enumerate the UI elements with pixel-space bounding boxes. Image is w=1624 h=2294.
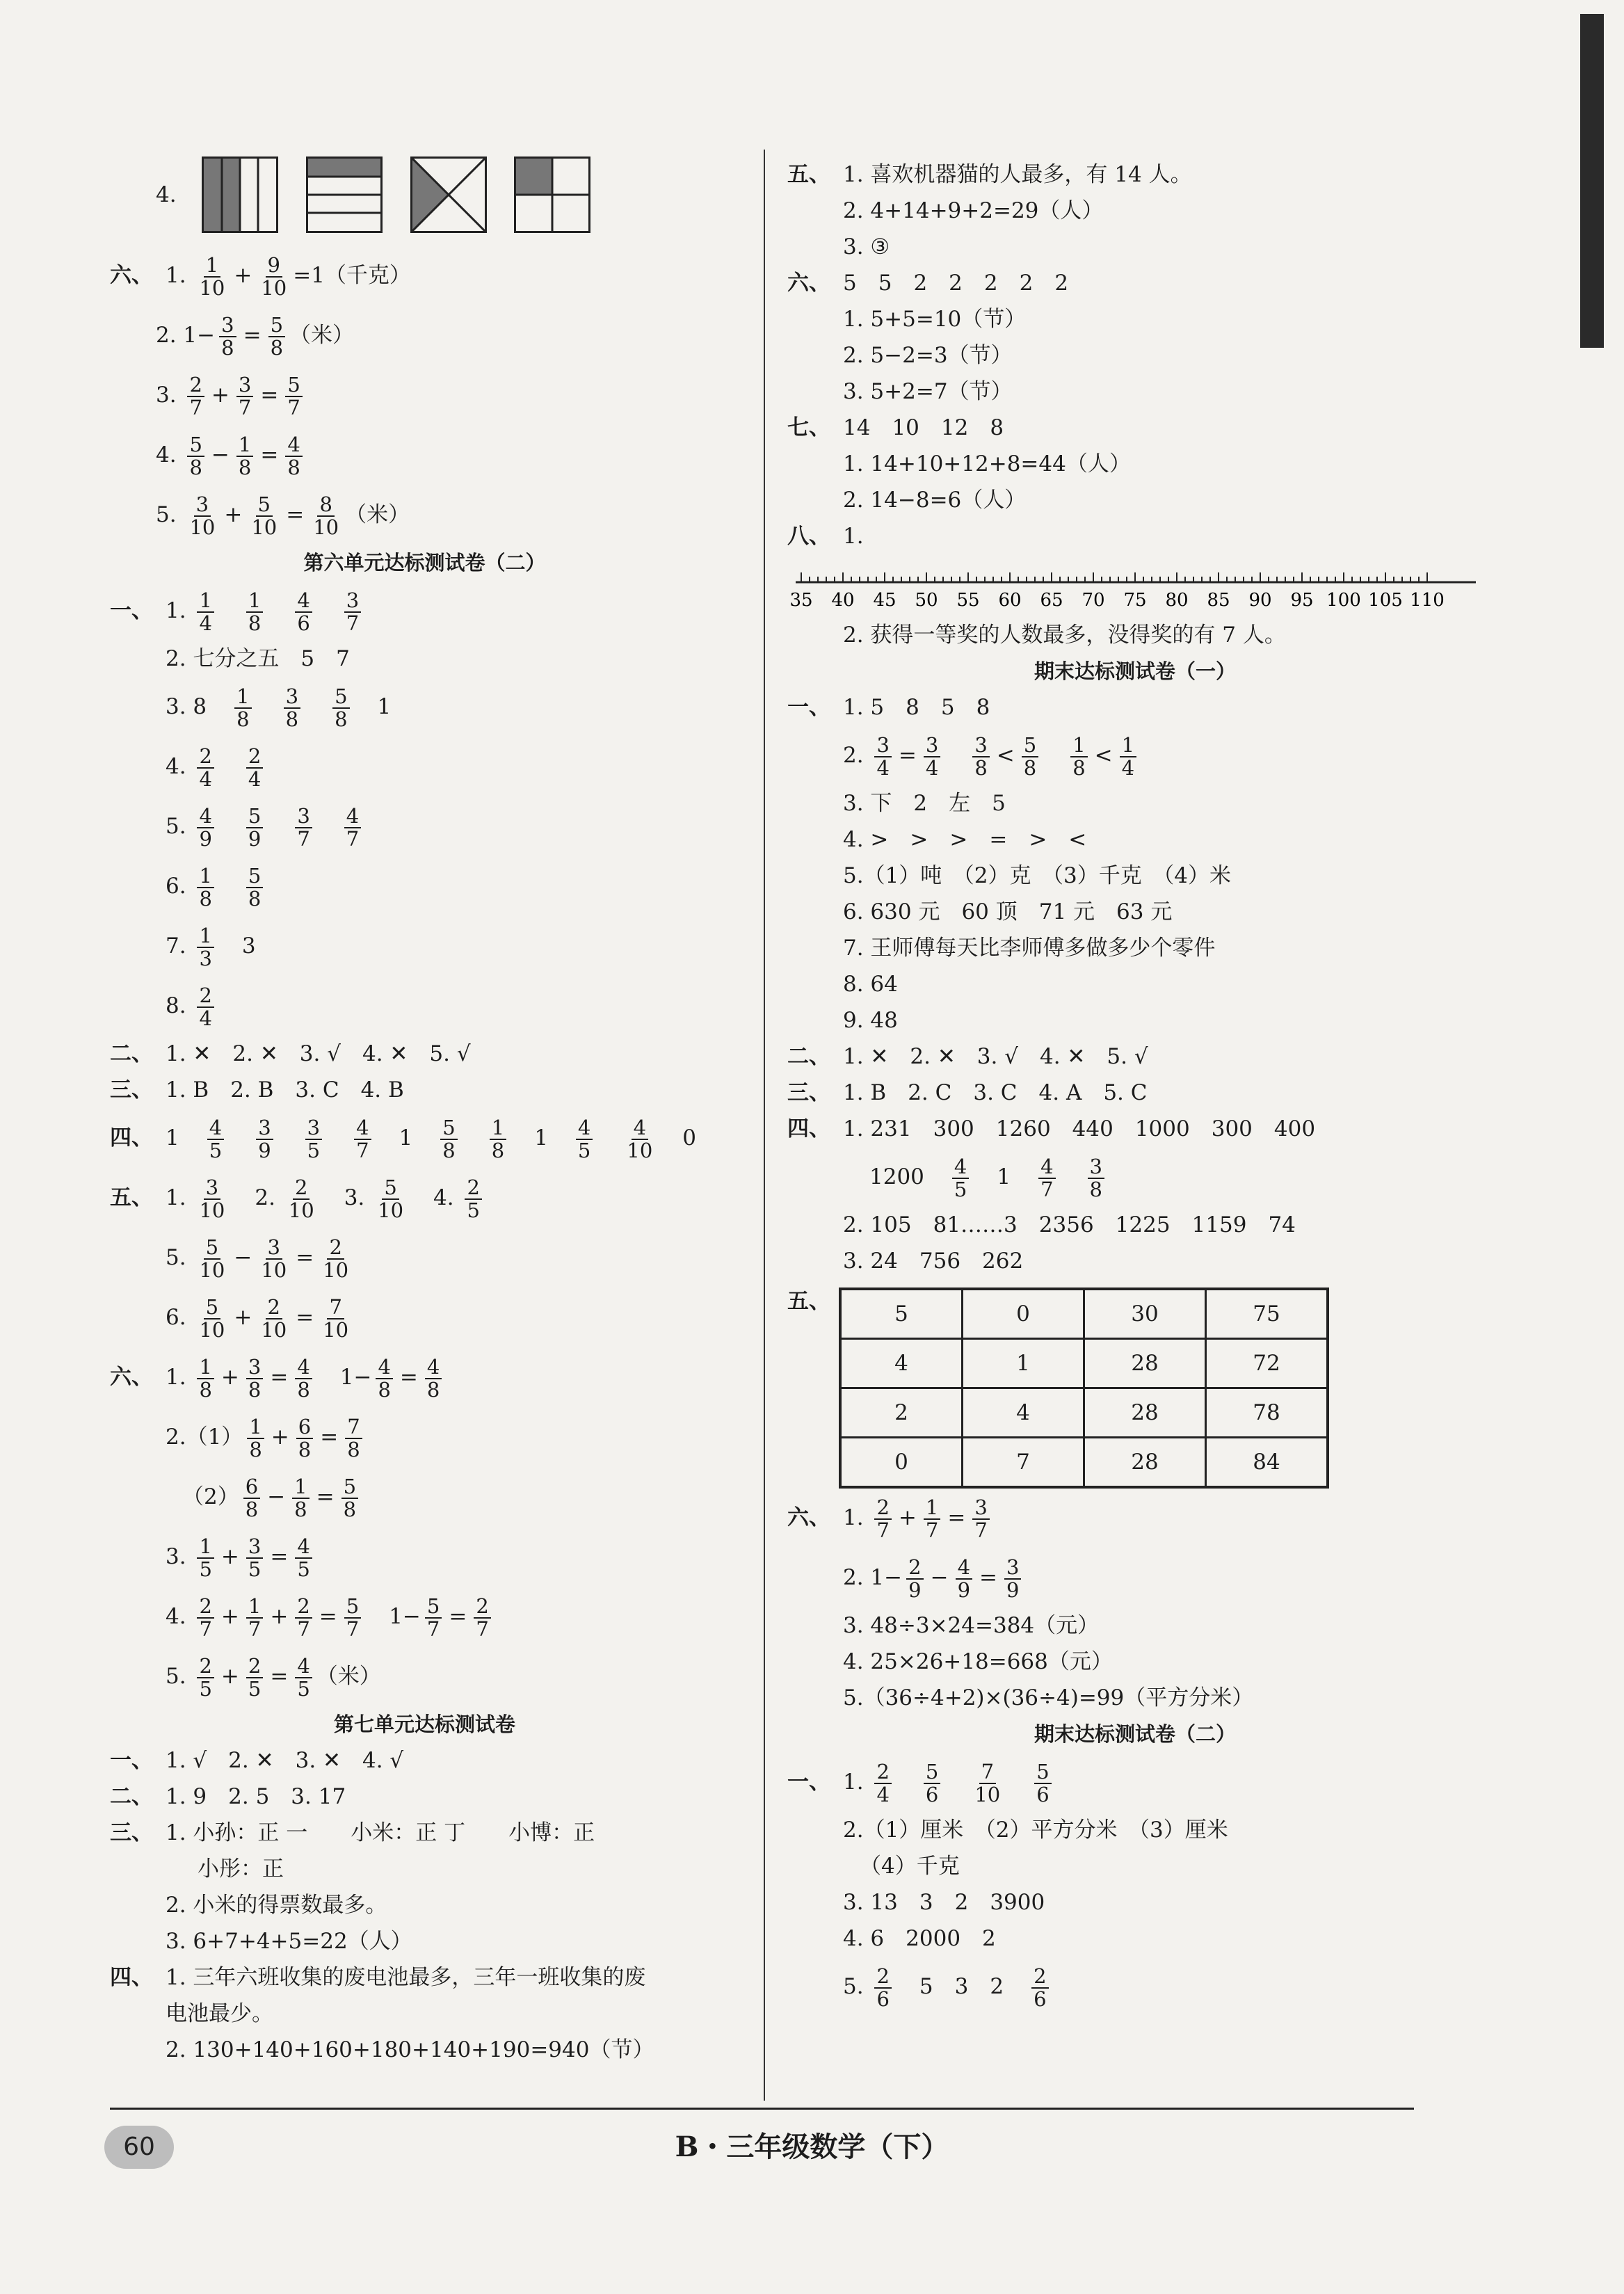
ans-x6-2: 2. 1− $\frac{2}{9}$ − $\frac{4}{9}$ = $\frac{3}{9}$ [787,1548,1483,1607]
ans-v4-1b: 电池最少。 [166,2001,273,2026]
number-line-label: 55 [956,590,980,611]
ans-x6-5: 5.（36÷4+2)×(36÷4)=99（平方分米） [843,1685,1254,1710]
ans-u6-2b: （2） $\frac{6}{8}$ − $\frac{1}{8}$ = $\frac{5}{8}$ [110,1467,739,1527]
table-row [840,1388,1328,1438]
section-title-final-1: 期末达标测试卷（一） [1034,659,1236,683]
table-cell: 72 [1206,1339,1328,1388]
ans-L6-1: 六、 1. $\frac{1}{10}$ + $\frac{9}{10}$ =1（千克） [110,253,411,300]
ans-u1-1: 一、 1. $\frac{1}{4}$ $\frac{1}{8}$ $\frac{4}{6}$ $\frac{3}{7}$ [110,581,739,641]
ans-w6-0: 六、 5 5 2 2 2 2 2 [787,271,1069,296]
fraction-figure-4 [514,157,590,233]
ans-w5-2: 2. 4+14+9+2=29（人） [843,198,1104,223]
column-divider [764,150,765,2101]
number-line-label: 40 [831,590,855,611]
ans-L6-3: 3. $\frac{2}{7}$ + $\frac{3}{7}$ = $\frac{5}{7}$ [110,365,739,425]
ans-x4-3: 3. 24 756 262 [843,1249,1024,1274]
ans-v3-3: 3. 6+7+4+5=22（人） [166,1929,412,1954]
table-row [840,1289,1328,1339]
ans-x6-1: 六、 1. $\frac{2}{7}$ + $\frac{1}{7}$ = $\frac{3}{7}$ [787,1488,1483,1548]
ans-x4-2: 2. 105 81……3 2356 1225 1159 74 [843,1212,1296,1237]
number-line-label: 35 [789,590,813,611]
fraction-figure-1 [202,157,278,233]
ans-u1-8: 8. $\frac{2}{4}$ [110,976,739,1036]
ans-y1-4: 4. 6 2000 2 [843,1926,996,1951]
number-line-label: 65 [1040,590,1063,611]
ans-w6-3: 3. 5+2=7（节） [843,379,1013,404]
table-cell: 78 [1206,1388,1328,1438]
ans-u5-5: 5. $\frac{5}{10}$ − $\frac{3}{10}$ = $\frac{2}{10}$ [166,1235,349,1282]
ans-u2: 二、 1. ✕ 2. ✕ 3. √ 4. ✕ 5. √ [110,1041,471,1066]
ans-x6-4: 4. 25×26+18=668（元） [843,1649,1113,1674]
ans-x4-1: 四、 1. 231 300 1260 440 1000 300 400 [787,1116,1316,1141]
table-cell: 7 [963,1438,1084,1488]
number-line-label: 90 [1248,590,1272,611]
ans-w8-1: 八、 1. [787,524,864,549]
number-line-plot [787,554,1483,617]
number-line-label: 70 [1082,590,1105,611]
ans-x4-1b: 1200 $\frac{4}{5}$ 1 $\frac{4}{7}$ $\frac{3}{8}$ [787,1147,1483,1207]
section-title-unit7: 第七单元达标测试卷 [333,1713,515,1736]
ans-w6-1: 1. 5+5=10（节） [843,307,1027,332]
table-cell: 1 [963,1339,1084,1388]
ans-u6-3: 3. $\frac{1}{5}$ + $\frac{3}{5}$ = $\frac{4}{5}$ [110,1527,739,1587]
number-line-label: 110 [1410,590,1445,611]
ans-x1-6: 6. 630 元 60 顶 71 元 63 元 [843,899,1173,924]
ans-u1-7: 7. $\frac{1}{3}$ 3 [166,924,256,970]
ans-u1-3: 3. 8 $\frac{1}{8}$ $\frac{3}{8}$ $\frac{5}{8}$ 1 [166,684,392,731]
table-cell: 30 [1084,1289,1206,1339]
ans-x1-8: 8. 64 [843,972,898,997]
ans-u6-5: 5. $\frac{2}{5}$ + $\frac{2}{5}$ = $\frac{4}{5}$ （米） [166,1654,381,1701]
ans-x1-3: 3. 下 2 左 5 [843,791,1006,816]
table-cell: 28 [1084,1438,1206,1488]
left-column [110,157,739,2068]
number-line-label: 80 [1165,590,1189,611]
right-column [787,157,1483,2016]
ans-x2: 二、 1. ✕ 2. ✕ 3. √ 4. ✕ 5. √ [787,1044,1148,1069]
ans-y1-1: 一、 1. $\frac{2}{4}$ $\frac{5}{6}$ $\frac{7}{10}$ $\frac{5}{6}$ [787,1752,1483,1812]
ans-w7-2: 2. 14−8=6（人） [843,488,1027,513]
section-title-unit6-2: 第六单元达标测试卷（二） [303,551,546,575]
number-line-label: 85 [1207,590,1230,611]
figure-row: 4. [110,157,739,246]
ans-L6-2: 2. 1− $\frac{3}{8}$ = $\frac{5}{8}$ （米） [156,313,355,360]
table-row [840,1438,1328,1488]
ans-v1: 一、 1. √ 2. ✕ 3. ✕ 4. √ [110,1748,404,1773]
ans-x5: 五、 5 0 30 75 4 1 28 72 2 4 28 78 0 7 28 84 [787,1279,1483,1488]
table-cell: 0 [963,1289,1084,1339]
table-cell: 4 [840,1339,963,1388]
ans-x1-4: 4. > > > = > < [843,827,1087,852]
ans-y1-2b: （4）千克 [860,1854,960,1879]
ans-u1-2: 2. 七分之五 5 7 [166,646,350,671]
table-cell: 4 [963,1388,1084,1438]
number-line-label: 100 [1326,590,1361,611]
footer-rule [110,2108,1414,2110]
ans-u6-2a: 2.（1） $\frac{1}{8}$ + $\frac{6}{8}$ = $\frac{7}{8}$ [110,1407,739,1467]
ans-x1-7: 7. 王师傅每天比李师傅多做多少个零件 [843,936,1216,961]
ans-v2: 二、 1. 9 2. 5 3. 17 [110,1784,346,1809]
number-line-label: 60 [998,590,1022,611]
ans-w5-1: 五、 1. 喜欢机器猫的人最多，有 14 人。 [787,162,1192,187]
ans-u1-4: 4. $\frac{2}{4}$ $\frac{2}{4}$ [110,737,739,796]
ans-w6-2: 2. 5−2=3（节） [843,343,1013,368]
section-title-final-2: 期末达标测试卷（二） [1034,1722,1236,1746]
table-cell: 84 [1206,1438,1328,1488]
binding-edge [1580,14,1604,348]
table-cell: 75 [1206,1289,1328,1339]
ans-w8-2: 2. 获得一等奖的人数最多，没得奖的有 7 人。 [843,623,1286,648]
number-line-label: 75 [1123,590,1147,611]
number-line-label: 45 [873,590,897,611]
ans-x6-3: 3. 48÷3×24=384（元） [843,1613,1100,1638]
ans-v3-1b: 小彤：正 [198,1856,284,1882]
ans-u6-1: 六、 1. $\frac{1}{8}$ + $\frac{3}{8}$ = $\frac{4}{8}$ 1− $\frac{4}{8}$ = $\frac{4}{8}$ [110,1347,739,1407]
ans-v4-1: 四、 1. 三年六班收集的废电池最多，三年一班收集的废 [110,1965,646,1990]
ans-w7-0: 七、 14 10 12 8 [787,415,1004,440]
table-cell: 2 [840,1388,963,1438]
ans-x3: 三、 1. B 2. C 3. C 4. A 5. C [787,1080,1148,1105]
answer-table [839,1288,1329,1489]
ans-u1-6: 6. $\frac{1}{8}$ $\frac{5}{8}$ [110,856,739,916]
ans-x1-1: 一、 1. 5 8 5 8 [787,695,990,720]
ans-u5-6: 6. $\frac{5}{10}$ + $\frac{2}{10}$ = $\frac{7}{10}$ [166,1295,349,1342]
ans-x1-2: 2. $\frac{3}{4}$ = $\frac{3}{4}$ $\frac{3}{8}$ < $\frac{5}{8}$ $\frac{1}{8}$ < $\frac{1}{4}$ [787,725,1483,785]
page-number-badge: 60 [104,2126,174,2169]
fraction-figure-3 [410,157,487,233]
ans-x1-9: 9. 48 [843,1008,898,1033]
ans-u6-4: 4. $\frac{2}{7}$ + $\frac{1}{7}$ + $\frac{2}{7}$ = $\frac{5}{7}$ 1− $\frac{5}{7}$ = $\frac{2}{7}$ [110,1587,739,1646]
footer-title: B・三年级数学（下） [675,2131,949,2163]
table-cell: 28 [1084,1388,1206,1438]
table-row [840,1339,1328,1388]
ans-x1-5: 5.（1）吨 （2）克 （3）千克 （4）米 [843,863,1231,888]
ans-y1-2: 2.（1）厘米 （2）平方分米 （3）厘米 [843,1818,1228,1843]
ans-y1-5: 5. $\frac{2}{6}$ 5 3 2 $\frac{2}{6}$ [787,1957,1483,2016]
ans-w7-1: 1. 14+10+12+8=44（人） [843,451,1131,476]
ans-L6-5: 5. $\frac{3}{10}$ + $\frac{5}{10}$ = $\frac{8}{10}$ （米） [156,492,410,539]
ans-w5-3: 3. ③ [843,234,890,259]
ans-u3: 三、 1. B 2. B 3. C 4. B [110,1077,404,1102]
table-cell: 5 [840,1289,963,1339]
ans-y1-3: 3. 13 3 2 3900 [843,1890,1045,1915]
number-line-label: 50 [915,590,938,611]
number-line [787,554,1483,617]
number-line-label: 105 [1368,590,1403,611]
table-cell: 28 [1084,1339,1206,1388]
ans-v3-2: 2. 小米的得票数最多。 [166,1893,387,1918]
ans-v3-1: 三、 1. 小孙：正 一 小米：正 丁 小博：正 [110,1820,595,1845]
ans-v4-2: 2. 130+140+160+180+140+190=940（节） [166,2037,654,2062]
fraction-figure-2 [306,157,383,233]
ans-u5-1: 五、 1. $\frac{3}{10}$ 2. $\frac{2}{10}$ 3. $\frac{5}{10}$ 4. $\frac{2}{5}$ [110,1168,739,1228]
ans-L6-4: 4. $\frac{5}{8}$ − $\frac{1}{8}$ = $\frac{4}{8}$ [110,425,739,485]
number-line-label: 95 [1290,590,1314,611]
ans-u1-5: 5. $\frac{4}{9}$ $\frac{5}{9}$ $\frac{3}{7}$ $\frac{4}{7}$ [110,796,739,856]
table-cell: 0 [840,1438,963,1488]
ans-u4: 四、 1 $\frac{4}{5}$ $\frac{3}{9}$ $\frac{3}{5}$ $\frac{4}{7}$ 1 $\frac{5}{8}$ $\frac{1}{8}$ 1 $\frac{4}{5}$ $\frac{4}{10}$ 0 [110,1116,697,1162]
